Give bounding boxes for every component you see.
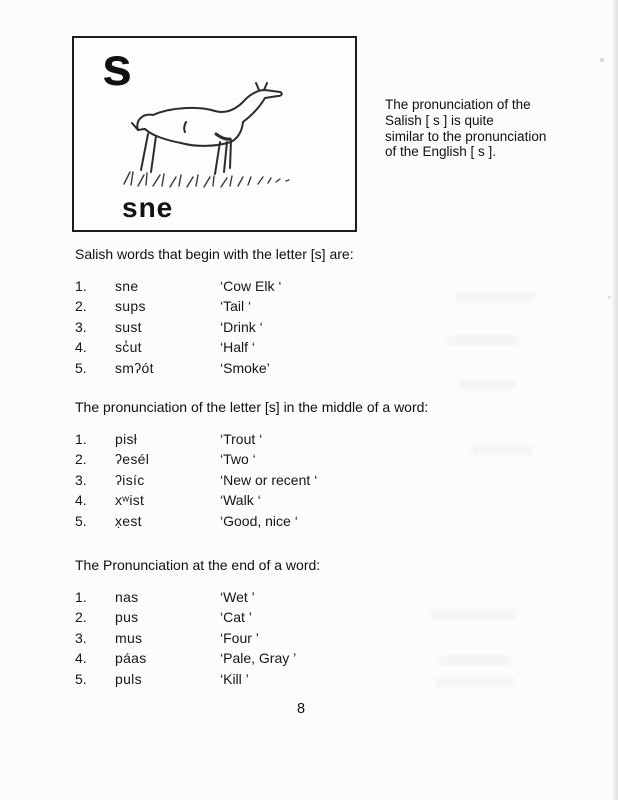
item-number: 4. [75,492,87,509]
salish-word: mus [115,629,143,646]
intro-paragraph [385,97,575,160]
item-number: 5. [75,512,87,529]
intro-line: Salish [ s ] is quite [385,112,494,128]
bleedthrough-artifact [448,336,518,345]
scan-speck [600,58,604,62]
item-number: 1. [75,589,87,605]
item-number: 3. [75,318,87,335]
salish-word: pisƚ [115,431,138,447]
english-gloss: ‘Cat ’ [220,609,252,626]
bleedthrough-artifact [455,292,535,301]
item-number: 4. [75,650,87,667]
section-end [75,557,545,691]
salish-word: sc̓ut [115,339,142,356]
salish-word: ʔisíc [115,471,145,488]
bleedthrough-artifact [436,678,514,687]
item-number: 5. [75,670,87,687]
item-number: 3. [75,629,87,646]
salish-word: sust [115,318,142,335]
word-row [75,360,545,380]
section-heading: Salish words that begin with the letter [s] are: [75,246,354,262]
item-number: 3. [75,471,87,488]
section-middle [75,399,545,533]
salish-word: nas [115,589,139,605]
english-gloss: ‘Cow Elk ‘ [220,278,282,294]
english-gloss: ‘Kill ’ [220,670,249,687]
section-begin [75,246,545,380]
word-row [75,589,545,609]
scanner-edge-shadow [611,0,618,800]
english-gloss: ‘Wet ’ [220,589,255,605]
intro-line: of the English [ s ]. [385,144,497,160]
salish-word: pus [115,609,139,626]
item-number: 2. [75,609,87,626]
english-gloss: ‘Drink ‘ [220,318,263,335]
section-heading: The pronunciation of the letter [s] in the middle of a word: [75,399,429,415]
cow-elk-illustration [96,82,328,200]
bleedthrough-artifact [472,446,532,455]
intro-line: The pronunciation of the [385,97,531,112]
salish-word: ʔesél [115,451,150,468]
salish-word: páas [115,650,147,667]
word-row [75,513,545,533]
word-row [75,298,545,318]
salish-word: sne [115,278,139,294]
salish-word: puls [115,670,142,687]
word-row [75,492,545,512]
salish-word: smʔót [115,359,154,376]
english-gloss: ‘Two ‘ [220,451,256,468]
english-gloss: ‘Tail ‘ [220,298,252,315]
item-number: 2. [75,451,87,468]
salish-word: sups [115,298,146,315]
salish-word: x̣est [115,512,142,529]
item-number: 2. [75,298,87,315]
bleedthrough-artifact [460,380,515,389]
item-number: 1. [75,278,87,294]
card-word-sne: sne [122,192,174,223]
bleedthrough-artifact [440,656,510,665]
english-gloss: ‘Pale, Gray ’ [220,650,297,667]
intro-line: similar to the pronunciation [385,128,547,144]
section-heading: The Pronunciation at the end of a word: [75,557,321,573]
salish-word: xʷist [115,492,145,509]
item-number: 4. [75,339,87,356]
bleedthrough-artifact [430,610,515,619]
letter-s-label: s [102,37,133,97]
item-number: 1. [75,431,87,447]
english-gloss: ‘Walk ‘ [220,492,261,509]
item-number: 5. [75,359,87,376]
english-gloss: ‘Good, nice ‘ [220,512,298,529]
word-row [75,630,545,650]
english-gloss: ‘Four ’ [220,629,259,646]
english-gloss: ‘Trout ‘ [220,431,263,447]
english-gloss: ‘Smoke’ [220,359,270,376]
english-gloss: ‘New or recent ‘ [220,471,318,488]
english-gloss: ‘Half ‘ [220,339,256,356]
letter-card [72,36,357,232]
page-number: 8 [296,701,306,717]
word-row [75,472,545,492]
